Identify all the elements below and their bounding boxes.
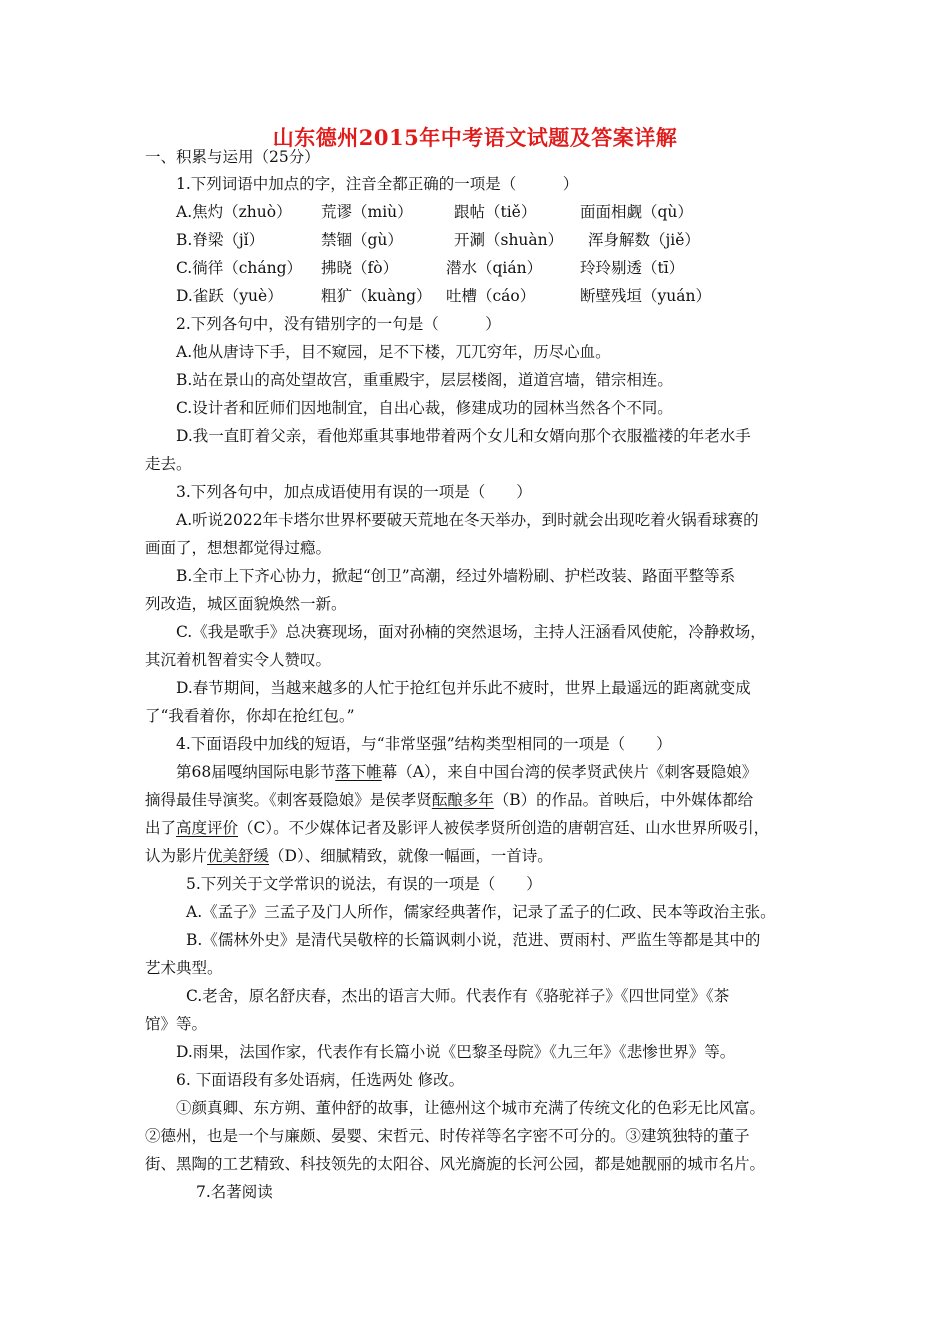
q5-option-a: A.《孟子》三孟子及门人所作，儒家经典著作，记录了孟子的仁政、民本等政治主张。 [186,903,776,921]
q3-option-d: D.春节期间，当越来越多的人忙于抢红包并乐此不疲时，世界上最遥远的距离就变成 [176,679,751,697]
q1-d-1: D.雀跃（yuè） [176,287,283,305]
q6-passage-line: 街、黑陶的工艺精致、科技领先的太阳谷、风光旖旎的长河公园，都是她靓丽的城市名片。 [145,1155,766,1173]
q4-underlined-phrase: 优美舒缓 [207,847,270,865]
q2-option-d: D.我一直盯着父亲，看他郑重其事地带着两个女儿和女婿向那个衣服褴褛的年老水手 [176,427,751,445]
q5-option-d: D.雨果，法国作家，代表作有长篇小说《巴黎圣母院》《九三年》《悲惨世界》等。 [176,1043,736,1061]
q1-a-1: A.焦灼（zhuò） [176,203,292,221]
q5-option-b-cont: 艺术典型。 [145,959,223,977]
q3-option-c-cont: 其沉着机智着实令人赞叹。 [145,651,332,669]
q2-stem: 2.下列各句中，没有错别字的一句是（ ） [176,315,501,333]
q1-c-3: 潜水（qián） [446,259,543,277]
q2-option-d-cont: 走去。 [145,455,192,473]
q6-passage-line: ①颜真卿、东方朔、董仲舒的故事，让德州这个城市充满了传统文化的色彩无比风富。 [176,1099,766,1117]
q4-underlined-phrase: 酝酿多年 [431,791,494,809]
q3-option-a-cont: 画面了，想想都觉得过瘾。 [145,539,332,557]
q3-option-a: A.听说2022年卡塔尔世界杯要破天荒地在冬天举办，到时就会出现吃着火锅看球赛的 [176,511,759,529]
q4-passage-line [176,761,757,783]
q4-stem: 4.下面语段中加线的短语，与“非常坚强”结构类型相同的一项是（ ） [176,735,672,753]
q1-stem: 1.下列词语中加点的字，注音全都正确的一项是（ ） [176,175,579,193]
q3-stem: 3.下列各句中，加点成语使用有误的一项是（ ） [176,483,532,501]
q4-text: 出了 [145,819,177,837]
document-title: 山东德州2015年中考语文试题及答案详解 [272,125,678,150]
q3-option-b: B.全市上下齐心协力，掀起“创卫”高潮，经过外墙粉刷、护栏改装、路面平整等系 [176,567,736,585]
q4-text: （C）。不少媒体记者及影评人被侯孝贤所创造的唐朝宫廷、山水世界所吸引， [238,819,770,837]
q1-b-4: 浑身解数（jiě） [588,231,700,249]
q1-c-1: C.徜徉（cháng） [176,259,303,277]
q4-text: 摘得最佳导演奖。《刺客聂隐娘》是侯孝贤 [145,791,432,809]
q4-text: 第68届嘎纳国际电影节 [176,763,336,781]
q2-option-c: C.设计者和匠师们因地制宜，自出心裁，修建成功的园林当然各个不同。 [176,399,673,417]
q1-a-2: 荒谬（miù） [321,203,413,221]
q4-text: 认为影片 [145,847,208,865]
q4-underlined-phrase: 落下帷 [335,763,382,781]
q1-b-1: B.脊梁（jǐ） [176,231,265,249]
q7-stem: 7.名著阅读 [196,1183,273,1201]
q4-passage-line [145,845,553,867]
q1-a-3: 跟帖（tiě） [454,203,537,221]
q5-option-c: C.老舍，原名舒庆春，杰出的语言大师。代表作有《骆驼祥子》《四世同堂》《茶 [186,987,730,1005]
q1-d-4: 断壁残垣（yuán） [580,287,711,305]
q1-b-3: 开涮（shuàn） [454,231,564,249]
q3-option-b-cont: 列改造，城区面貌焕然一新。 [145,595,347,613]
q1-b-2: 禁锢（gù） [321,231,403,249]
q6-passage-line: ②德州，也是一个与廉颇、晏婴、宋哲元、时传祥等名字密不可分的。③建筑独特的董子 [145,1127,750,1145]
q4-text: 幕（A），来自中国台湾的侯孝贤武侠片《刺客聂隐娘》 [381,763,758,781]
q2-option-a: A.他从唐诗下手，目不窥园，足不下楼，兀兀穷年，历尽心血。 [176,343,611,361]
q4-passage-line [145,817,769,839]
q1-a-4: 面面相觑（qù） [580,203,693,221]
q1-c-2: 拂晓（fò） [321,259,399,277]
q6-stem: 6. 下面语段有多处语病，任选两处 修改。 [176,1071,465,1089]
q2-option-b: B.站在景山的高处望故宫，重重殿宇，层层楼阁，道道宫墙，错宗相连。 [176,371,673,389]
q3-option-d-cont: 了“我看着你，你却在抢红包。” [145,707,355,725]
q4-text: （D）、细腻精致，就像一幅画，一首诗。 [269,847,553,865]
q1-c-4: 玲玲剔透（tī） [580,259,685,277]
q5-option-b: B.《儒林外史》是清代吴敬梓的长篇讽刺小说，范进、贾雨村、严监生等都是其中的 [186,931,761,949]
q4-passage-line [145,789,753,811]
q3-option-c: C.《我是歌手》总决赛现场，面对孙楠的突然退场，主持人汪涵看风使舵，冷静救场， [176,623,766,641]
q1-d-3: 吐槽（cáo） [446,287,536,305]
q1-d-2: 粗犷（kuàng） [321,287,432,305]
q5-option-c-cont: 馆》等。 [145,1015,208,1033]
section-heading: 一、积累与运用（25分） [145,148,320,166]
q4-underlined-phrase: 高度评价 [176,819,239,837]
q5-stem: 5.下列关于文学常识的说法，有误的一项是（ ） [186,875,542,893]
q4-text: （B）的作品。首映后，中外媒体都给 [493,791,754,809]
